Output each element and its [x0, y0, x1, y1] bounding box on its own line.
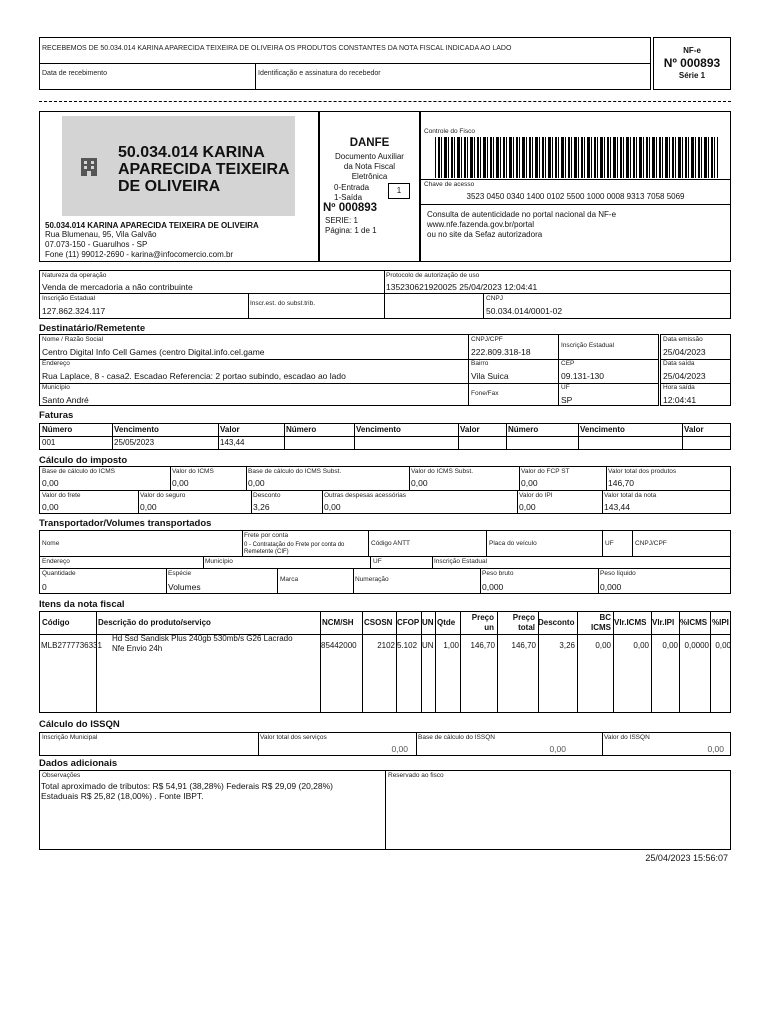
issqn-section: Cálculo do ISSQN — [39, 719, 120, 730]
issqn-base-value: 0,00 — [549, 744, 566, 754]
t-brand-label: Marca — [280, 576, 299, 583]
consult-3: ou no site da Sefaz autorizadora — [427, 230, 543, 239]
operation-box — [39, 270, 731, 319]
t-numbering-label: Numeração — [355, 576, 389, 583]
t-species-label: Espécie — [168, 570, 192, 577]
receipt-nfe-box — [653, 37, 731, 90]
item-qty: 1,00 — [443, 641, 459, 650]
key-value: 3523 0450 0340 1400 0102 5500 1000 0008 9313 7058 5069 — [466, 192, 685, 201]
tax-r2-l2: Desconto — [253, 492, 281, 499]
tax-r1-v1: 0,00 — [172, 478, 189, 488]
r-district-value: Vila Suica — [471, 371, 509, 381]
consult-2: www.nfe.fazenda.gov.br/portal — [427, 220, 535, 229]
r-city-value: Santo André — [42, 395, 89, 405]
issuer-logo-name: 50.034.014 KARINA APARECIDA TEIXEIRA DE OLIVEIRA — [118, 144, 289, 195]
item-discount: 3,26 — [559, 641, 575, 650]
r-ie-label: Inscrição Estadual — [561, 342, 615, 349]
r-cnpj-label: CNPJ/CPF — [471, 336, 503, 343]
t-plate-label: Placa do veículo — [489, 540, 537, 547]
t-qty-value: 0 — [42, 582, 47, 592]
issuer-phone: Fone (11) 99012-2690 - karina@infocomercio.com.br — [45, 250, 234, 259]
consult-1: Consulta de autenticidade no portal nacional da NF-e — [427, 210, 617, 219]
danfe-series: SERIE: 1 — [325, 216, 358, 225]
issqn-box — [39, 732, 731, 756]
t-net-value: 0,000 — [600, 582, 622, 592]
danfe-number: Nº 000893 — [323, 202, 378, 214]
inv-h-5: Valor — [460, 425, 480, 434]
receipt-date-label: Data de recebimento — [42, 70, 107, 77]
inv-h-2: Valor — [220, 425, 240, 434]
additional-box — [39, 770, 731, 850]
tax-r2-l1: Valor do seguro — [140, 492, 186, 499]
items-h-vicms: Vlr.ICMS — [614, 618, 647, 627]
item-pipi: 0,00 — [715, 641, 731, 650]
r-exit-label: Data saída — [663, 360, 695, 367]
invoices-section: Faturas — [39, 410, 74, 421]
issuer-address1: Rua Blumenau, 95, Vila Galvão — [45, 230, 157, 239]
tax-r2-l5: Valor total da nota — [604, 492, 657, 499]
item-total: 146,70 — [511, 641, 536, 650]
protocol-value: 135230621920025 25/04/2023 12:04:41 — [386, 282, 538, 292]
inv-h-4: Vencimento — [356, 425, 401, 434]
receipt-nfe-label: NF-e — [683, 46, 701, 55]
r-phone-label: Fone/Fax — [471, 390, 499, 397]
t-gross-value: 0,000 — [482, 582, 504, 592]
tax-box — [39, 466, 731, 514]
r-hour-value: 12:04:41 — [663, 395, 697, 405]
tax-r1-v0: 0,00 — [42, 478, 59, 488]
control-box — [420, 111, 731, 262]
r-emission-value: 25/04/2023 — [663, 347, 706, 357]
tax-r1-v2: 0,00 — [248, 478, 265, 488]
tax-r1-l5: Valor total dos produtos — [608, 468, 677, 475]
tax-r2-v4: 0,00 — [519, 502, 536, 512]
inv-h-1: Vencimento — [114, 425, 159, 434]
item-csosn: 2102 — [377, 641, 395, 650]
r-exit-value: 25/04/2023 — [663, 371, 706, 381]
items-h-total1: Preço — [512, 613, 535, 622]
tax-r2-l4: Valor do IPI — [519, 492, 553, 499]
item-bc: 0,00 — [595, 641, 611, 650]
items-h-code: Código — [42, 618, 70, 627]
item-vipi: 0,00 — [662, 641, 678, 650]
issqn-base-label: Base de cálculo do ISSQN — [418, 734, 495, 741]
item-code: MLB2777736331 — [41, 641, 102, 650]
recipient-dates-box — [660, 334, 731, 406]
tax-r1-l4: Valor do FCP ST — [521, 468, 570, 475]
inv-h-3: Número — [286, 425, 317, 434]
obs-line-1: Total aproximado de tributos: R$ 54,91 (38,28%) Federais R$ 29,09 (20,28%) — [41, 781, 333, 791]
inv-cell-number: 001 — [42, 438, 56, 447]
tax-r2-l0: Valor do frete — [42, 492, 81, 499]
danfe-page: Página: 1 de 1 — [325, 226, 377, 235]
receipt-stub — [39, 37, 651, 90]
items-h-qty: Qtde — [437, 618, 456, 627]
tax-r1-v5: 146,70 — [608, 478, 634, 488]
t-cnpj-label: CNPJ/CPF — [635, 540, 667, 547]
t-net-label: Peso líquido — [600, 570, 636, 577]
item-desc-2: Nfe Envio 24h — [112, 644, 163, 653]
issqn-value-value: 0,00 — [707, 744, 724, 754]
r-address-label: Endereço — [42, 360, 70, 367]
protocol-label: Protocolo de autorização de uso — [386, 272, 480, 279]
t-antt-label: Código ANTT — [371, 540, 411, 547]
recipient-section: Destinatário/Remetente — [39, 323, 146, 334]
issqn-services-value: 0,00 — [391, 744, 408, 754]
t-city-label: Município — [205, 558, 233, 565]
tax-r2-v2: 3,26 — [253, 502, 270, 512]
r-cep-value: 09.131-130 — [561, 371, 605, 381]
r-district-label: Bairro — [471, 360, 489, 367]
issuer-box — [39, 111, 319, 262]
items-h-csosn: CSOSN — [364, 618, 393, 627]
tax-r2-v1: 0,00 — [140, 502, 157, 512]
cnpj-value: 50.034.014/0001-02 — [486, 306, 563, 316]
t-freight-value: 0 - Contratação do Frete por conta do Remetente (CIF) — [244, 542, 345, 555]
items-section: Itens da nota fiscal — [39, 599, 125, 610]
danfe-entry: 0-Entrada — [334, 183, 370, 192]
cnpj-label: CNPJ — [486, 295, 503, 302]
inv-h-8: Valor — [684, 425, 704, 434]
recipient-box — [39, 334, 659, 406]
invoices-table — [39, 423, 731, 450]
tax-section: Cálculo do imposto — [39, 455, 128, 466]
tax-r1-l3: Valor do ICMS Subst. — [411, 468, 474, 475]
ie-st-label: Inscr.est. do subst.trib. — [250, 300, 316, 307]
items-h-ncm: NCM/SH — [322, 618, 354, 627]
tax-r2-l3: Outras despesas acessórias — [324, 492, 407, 499]
r-uf-value: SP — [561, 395, 573, 405]
control-label: Controle do Fisco — [424, 128, 475, 135]
tax-r2-v0: 0,00 — [42, 502, 59, 512]
issqn-value-label: Valor do ISSQN — [604, 734, 650, 741]
nature-label: Natureza da operação — [42, 272, 107, 279]
r-name-label: Nome / Razão Social — [42, 336, 104, 343]
items-h-pipi: %IPI — [712, 618, 729, 627]
items-h-price1: Preço — [471, 613, 494, 622]
barcode — [435, 137, 718, 178]
r-name-value: Centro Digital Info Cell Games (centro Digital.info.cel.game — [42, 347, 265, 357]
fisco-label: Reservado ao fisco — [388, 772, 444, 779]
items-h-un: UN — [422, 618, 434, 627]
tax-r1-l1: Valor do ICMS — [172, 468, 214, 475]
items-table — [39, 611, 731, 713]
items-h-bc2: ICMS — [591, 623, 611, 632]
items-h-discount: Desconto — [538, 618, 575, 627]
additional-section: Dados adicionais — [39, 758, 118, 769]
t-freight-label: Frete por conta — [244, 532, 289, 539]
inv-h-0: Número — [42, 425, 73, 434]
item-vicms: 0,00 — [633, 641, 649, 650]
t-ie-label: Inscrição Estadual — [434, 558, 488, 565]
issuer-name: 50.034.014 KARINA APARECIDA TEIXEIRA DE OLIVEIRA — [45, 221, 259, 230]
r-cnpj-value: 222.809.318-18 — [471, 347, 531, 357]
inv-cell-value: 143,44 — [220, 438, 245, 447]
transport-section: Transportador/Volumes transportados — [39, 518, 212, 529]
footer-timestamp: 25/04/2023 15:56:07 — [645, 853, 728, 863]
t-qty-label: Quantidade — [42, 570, 76, 577]
inv-h-6: Número — [508, 425, 539, 434]
ie-label: Inscrição Estadual — [42, 295, 96, 302]
danfe-type-box: 1 — [388, 183, 410, 199]
r-emission-label: Data emissão — [663, 336, 703, 343]
issuer-logo — [62, 116, 295, 216]
cut-line — [39, 101, 731, 102]
item-cfop: 5.102 — [397, 641, 418, 650]
t-gross-label: Peso bruto — [482, 570, 514, 577]
building-icon — [78, 156, 100, 178]
item-price: 146,70 — [470, 641, 495, 650]
tax-r1-v3: 0,00 — [411, 478, 428, 488]
t-name-label: Nome — [42, 540, 60, 547]
tax-r2-v3: 0,00 — [324, 502, 341, 512]
danfe-title: DANFE — [349, 137, 390, 149]
tax-r1-l2: Base de cálculo do ICMS Subst. — [248, 468, 342, 475]
items-h-bc1: BC — [599, 613, 611, 622]
danfe-exit: 1-Saída — [334, 193, 363, 202]
nature-value: Venda de mercadoria a não contribuinte — [42, 282, 193, 292]
receipt-text: RECEBEMOS DE 50.034.014 KARINA APARECIDA TEIXEIRA DE OLIVEIRA OS PRODUTOS CONSTANTES DA NOTA FISCAL INDICADA AO LADO — [42, 45, 512, 52]
issqn-im-label: Inscrição Municipal — [42, 734, 98, 741]
obs-label: Observações — [42, 772, 81, 779]
item-desc-1: Hd Ssd Sandisk Plus 240gb 530mb/s G26 Lacrado — [112, 634, 293, 643]
obs-line-2: Estaduais R$ 25,82 (18,00%) . Fonte IBPT. — [41, 791, 204, 801]
issqn-services-label: Valor total dos serviços — [260, 734, 327, 741]
danfe-box — [319, 111, 420, 262]
receipt-sign-label: Identificação e assinatura do recebedor — [258, 70, 381, 77]
r-hour-label: Hora saída — [663, 384, 695, 391]
items-h-vipi: Vlr.IPI — [652, 618, 675, 627]
transport-box — [39, 530, 731, 594]
r-uf-label: UF — [561, 384, 570, 391]
items-h-picms: %ICMS — [680, 618, 708, 627]
items-h-cfop: CFOP — [397, 618, 420, 627]
issuer-address2: 07.073-150 - Guarulhos - SP — [45, 240, 148, 249]
key-label: Chave de acesso — [424, 181, 475, 188]
t-address-label: Endereço — [42, 558, 70, 565]
inv-h-7: Vencimento — [580, 425, 625, 434]
receipt-series: Série 1 — [678, 71, 706, 80]
tax-r1-v4: 0,00 — [521, 478, 538, 488]
r-address-value: Rua Laplace, 8 - casa2. Escadao Referencia: 2 portao subindo, escadao ao lado — [42, 371, 346, 381]
danfe-sub1: Documento Auxiliar — [335, 152, 404, 161]
ie-value: 127.862.324.117 — [42, 306, 106, 316]
item-ncm: 85442000 — [321, 641, 357, 650]
tax-r2-v5: 143,44 — [604, 502, 630, 512]
t-species-value: Volumes — [168, 582, 201, 592]
inv-cell-due: 25/05/2023 — [114, 438, 155, 447]
danfe-sub3: Eletrônica — [351, 172, 388, 181]
r-city-label: Município — [42, 384, 70, 391]
r-cep-label: CEP — [561, 360, 575, 367]
danfe-sub2: da Nota Fiscal — [343, 162, 396, 171]
items-h-price2: un — [484, 623, 494, 632]
t-uf2-label: UF — [373, 558, 382, 565]
receipt-number: Nº 000893 — [663, 56, 721, 70]
item-un: UN — [422, 641, 434, 650]
t-uf-label: UF — [605, 540, 614, 547]
items-h-total2: total — [518, 623, 535, 632]
item-picms: 0,0000 — [684, 641, 709, 650]
tax-r1-l0: Base de cálculo do ICMS — [42, 468, 115, 475]
items-h-desc: Descrição do produto/serviço — [98, 618, 211, 627]
